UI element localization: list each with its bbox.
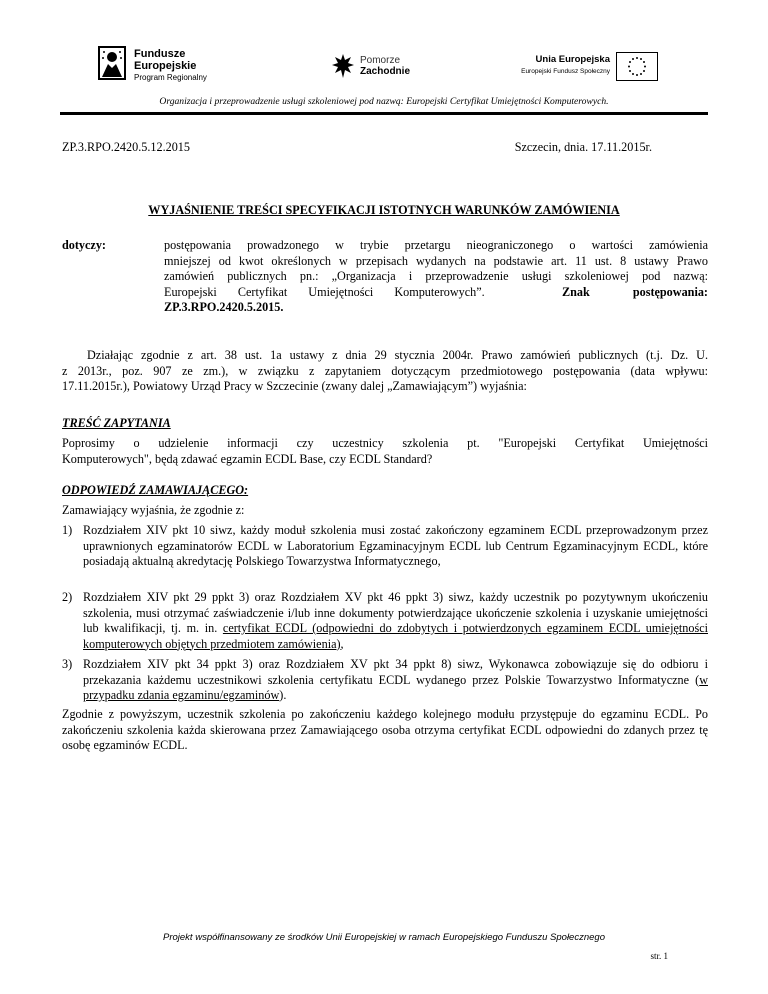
pz-line1: Pomorze (360, 55, 401, 66)
fe-line1: Fundusze (134, 48, 186, 60)
question-heading (62, 416, 171, 432)
question-line: Komputerowych", będą zdawać egzamin ECDL Base, czy ECDL Standard? (62, 451, 433, 466)
pz-line2: Zachodnie (360, 66, 411, 77)
fe-emblem-icon (98, 46, 126, 80)
pomorze-zachodnie-icon (330, 52, 356, 80)
answer-heading (62, 483, 248, 499)
document-date: Szczecin, dnia. 17.11.2015r. (514, 140, 652, 154)
list-item-underlined: w przypadku zdania egzaminu/egzaminów (83, 672, 708, 702)
logo-unia-europejska (520, 52, 670, 82)
fe-line2: Europejskie (134, 60, 197, 72)
list-item (62, 657, 708, 704)
dotyczy-line: postępowania prowadzonego w trybie przetargu nieograniczonego o wartości zamówienia (164, 238, 708, 252)
footer-text: Projekt współfinansowany ze środków Unii Europejskiej w ramach Europejskiego Funduszu Społecznego (163, 932, 605, 943)
ue-line1: Unia Europejska (535, 54, 610, 65)
document-title-text: WYJAŚNIENIE TREŚCI SPECYFIKACJI ISTOTNYCH WARUNKÓW ZAMÓWIENIA (148, 203, 620, 217)
question-line: Poprosimy o udzielenie informacji czy uczestnicy szkolenia pt. "Europejski Certyfikat Umiejętności (62, 436, 708, 450)
intro-paragraph (62, 348, 708, 395)
fe-line3: Program Regionalny (134, 73, 207, 82)
answer-heading-text: ODPOWIEDŹ ZAMAWIAJĄCEGO: (62, 483, 249, 497)
page-number: str. 1 (650, 951, 668, 961)
dotyczy-line: mniejszej od kwot określonych w przepisach wydanych na podstawie art. 11 ust. 8 ustawy Prawo (164, 253, 708, 268)
list-item-text: Rozdziałem XIV pkt 10 siwz, każdy moduł szkolenia musi zostać zakończony egzaminem ECDL przeprowadzonym przez uprawnionych egzaminatorów ECDL w Laboratorium Egzaminacyjnym ECDL lub Centrum Egzaminacyjnym ECDL, które posiadają aktualną akredytację Polskiego Towarzystwa Informatycznego, (83, 523, 708, 568)
logo-fundusze-europejskie (98, 46, 248, 86)
list-item-number: 3) (62, 657, 73, 671)
list-item-underlined: certyfikat ECDL (odpowiedni do zdobytych i potwierdzonych egzaminem ECDL umiejętności komputerowych objętych przedmiotem zamówienia) (83, 621, 708, 651)
list-item-text (83, 590, 708, 652)
header-caption: Organizacja i przeprowadzenie usługi szkoleniowej pod nazwą: Europejski Certyfikat Umiejętności Komputerowych. (159, 96, 609, 107)
dotyczy-line-4: Europejski Certyfikat Umiejętności Komputerowych”. (164, 284, 485, 299)
dotyczy-line: zamówień publicznych pn.: „Organizacja i przeprowadzenie usługi szkoleniowej pod nazwą: (164, 269, 708, 283)
list-item-number: 1) (62, 523, 73, 537)
question-heading-text: TREŚĆ ZAPYTANIA (62, 416, 171, 430)
dotyczy-znak-value: ZP.3.RPO.2420.5.2015. (164, 300, 284, 314)
list-item (62, 523, 708, 570)
list-item-text (83, 657, 708, 704)
dotyczy-znak-label: Znak postępowania: (562, 284, 708, 299)
list-item-text-main: Rozdziałem XIV pkt 34 ppkt 3) oraz Rozdziałem XV pkt 34 ppkt 8) siwz, Wykonawca zobowiązuje się do odbioru i przekazania każdemu uczestnikowi szkolenia certyfikatu ECDL wydanego przez Polskie Towarzystwo Informatyczne ( (83, 657, 708, 687)
header-rule (60, 112, 708, 115)
list-item-text-main: Rozdziałem XIV pkt 29 ppkt 3) oraz Rozdziałem XV pkt 46 ppkt 3) siwz, każdy uczestnik po pozytywnym ukończeniu szkolenia, musi otrzymać zaświadczenie i/lub inne dokumenty potwierdzające ukończenie szkolenia i uzyskanie umiejętności lub kwalifikacji, tj. m. in. (83, 590, 708, 635)
dotyczy-line (164, 285, 708, 301)
list-item-tail: ). (279, 688, 287, 702)
list-item (62, 590, 708, 652)
dotyczy-text (164, 238, 708, 316)
eu-flag-icon (616, 52, 658, 81)
reference-number: ZP.3.RPO.2420.5.12.2015 (62, 140, 190, 154)
conclusion-paragraph: Zgodnie z powyższym, uczestnik szkolenia po zakończeniu każdego kolejnego modułu przystępuje do egzaminu ECDL. Po zakończeniu szkolenia każda skierowana przez Zamawiającego osoba otrzyma certyfikat ECDL odpowiedni do zdanych przez tę osobę egzaminów ECDL. (62, 707, 708, 752)
list-item-tail: , (340, 636, 344, 651)
list-item-number: 2) (62, 590, 73, 604)
logo-pomorze-zachodnie (330, 50, 440, 84)
answer-intro: Zamawiający wyjaśnia, że zgodnie z: (62, 503, 245, 517)
ue-line2: Europejski Fundusz Społeczny (521, 68, 610, 75)
question-text (62, 436, 708, 467)
dotyczy-label: dotyczy: (62, 238, 106, 252)
intro-line: Działając zgodnie z art. 38 ust. 1a ustawy z dnia 29 stycznia 2004r. Prawo zamówień publicznych (t.j. Dz. U. (87, 348, 708, 362)
document-title (0, 203, 768, 219)
intro-line: 17.11.2015r.), Powiatowy Urząd Pracy w Szczecinie (zwany dalej „Zamawiającym”) wyjaśnia: (62, 379, 527, 393)
intro-line: z 2013r., poz. 907 ze zm.), w związku z zapytaniem dotyczącym przedmiotowego postępowania (data wpływu: (62, 363, 708, 378)
